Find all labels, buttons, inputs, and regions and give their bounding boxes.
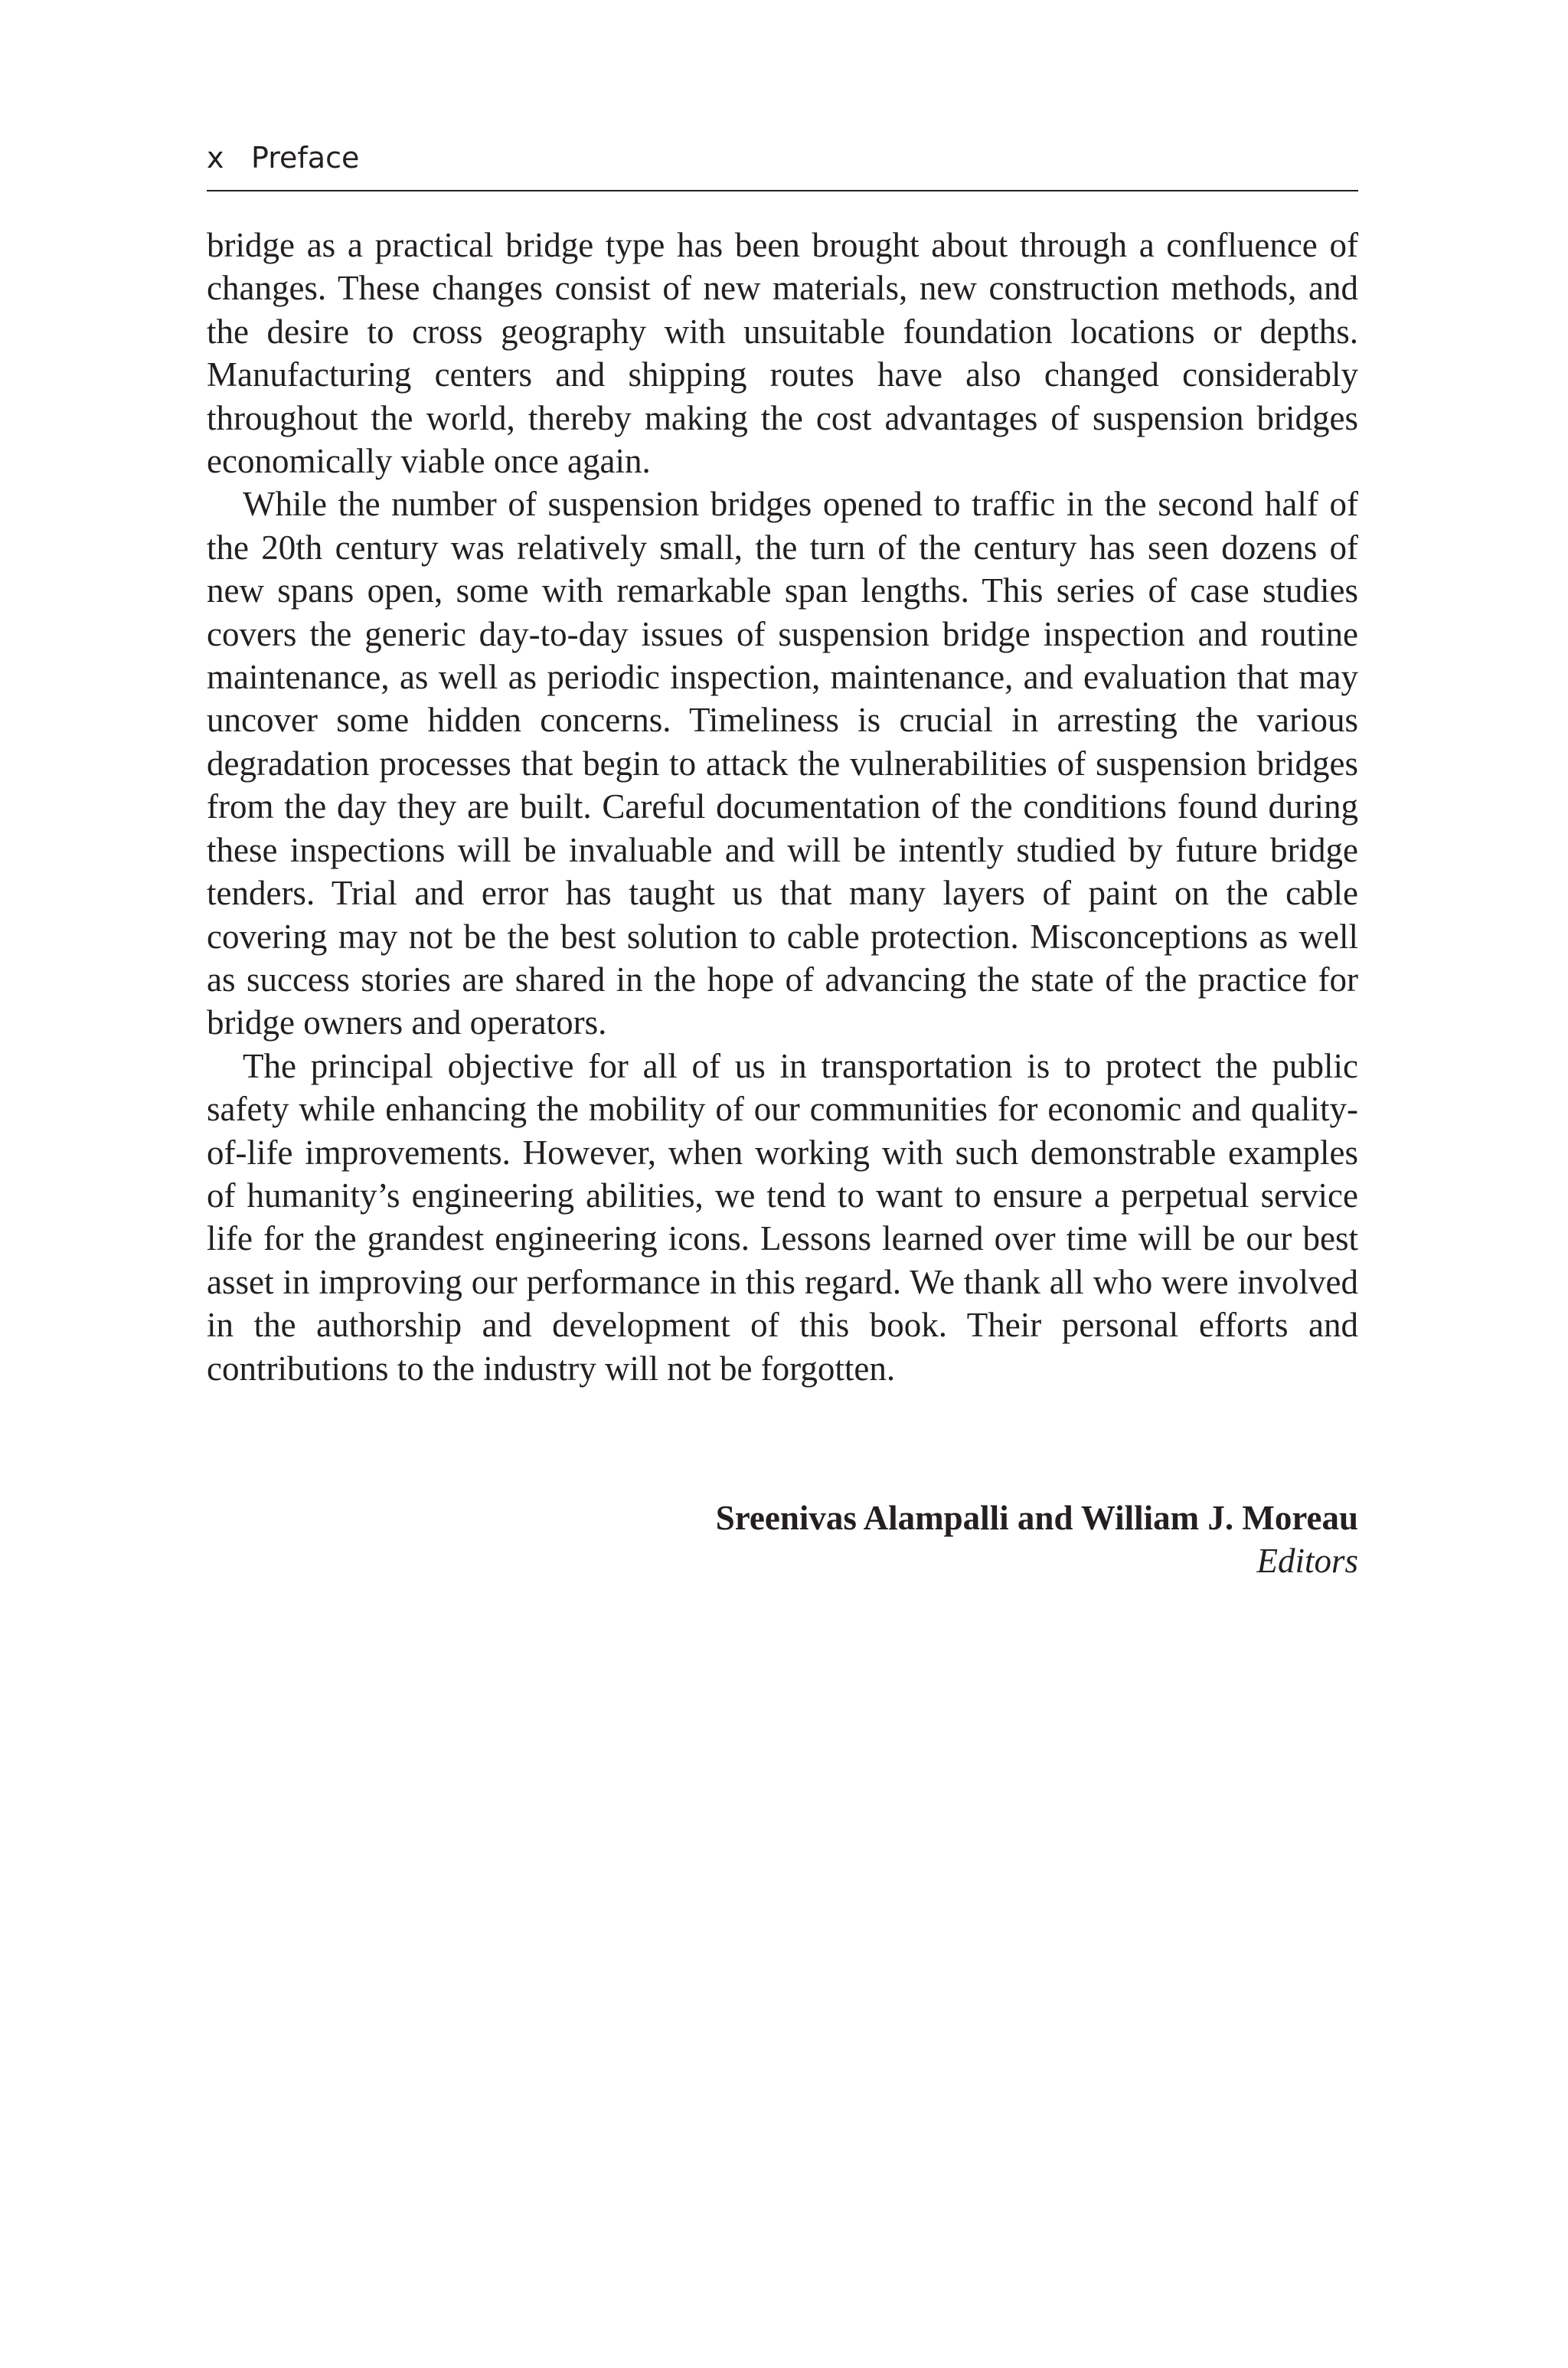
header-rule: [207, 190, 1358, 191]
paragraph: While the number of suspension bridges opened to traffic in the second half of the 20th century was relatively small, the turn of the century has seen dozens of new spans open, some with remarkable span lengths. This series of case studies covers the generic day-to-day issues of suspension bridge inspection and routine maintenance, as well as periodic inspection, maintenance, and evaluation that may uncover some hidden concerns. Timeliness is crucial in arresting the various degradation processes that begin to attack the vulnerabilities of suspension bridges from the day they are built. Careful documentation of the conditions found during these inspections will be invaluable and will be intently studied by future bridge tenders. Trial and error has taught us that many layers of paint on the cable covering may not be the best solution to cable protection. Misconceptions as well as success stories are shared in the hope of advancing the state of the practice for bridge owners and operators.: [207, 485, 1358, 1042]
running-head: [207, 139, 1358, 188]
paragraph: The principal objective for all of us in transportation is to protect the public safety while enhancing the mobility of our communities for economic and quality-of-life improvements. However, when working with such demonstrable examples of humanity’s engineering abilities, we tend to want to ensure a perpetual service life for the grandest engineering icons. Lessons learned over time will be our best asset in improving our performance in this regard. We thank all who were involved in the authorship and development of this book. Their personal efforts and contributions to the industry will not be forgotten.: [207, 1046, 1358, 1388]
editor-names: Sreenivas Alampalli and William J. Moreau: [715, 1499, 1358, 1537]
signature-block: [207, 1496, 1358, 1582]
body-text: [207, 224, 1358, 1390]
paragraph-continued: bridge as a practical bridge type has been brought about through a confluence of changes. These changes consist of new materials, new construction methods, and the desire to cross geography with unsuitable foundation locations or depths. Manufacturing centers and shipping routes have also changed considerably throughout the world, thereby making the cost advantages of suspension bridges economically viable once again.: [207, 226, 1358, 481]
editor-role: Editors: [1256, 1542, 1358, 1580]
page-number: x: [207, 141, 224, 175]
running-head-title: Preface: [251, 141, 360, 175]
